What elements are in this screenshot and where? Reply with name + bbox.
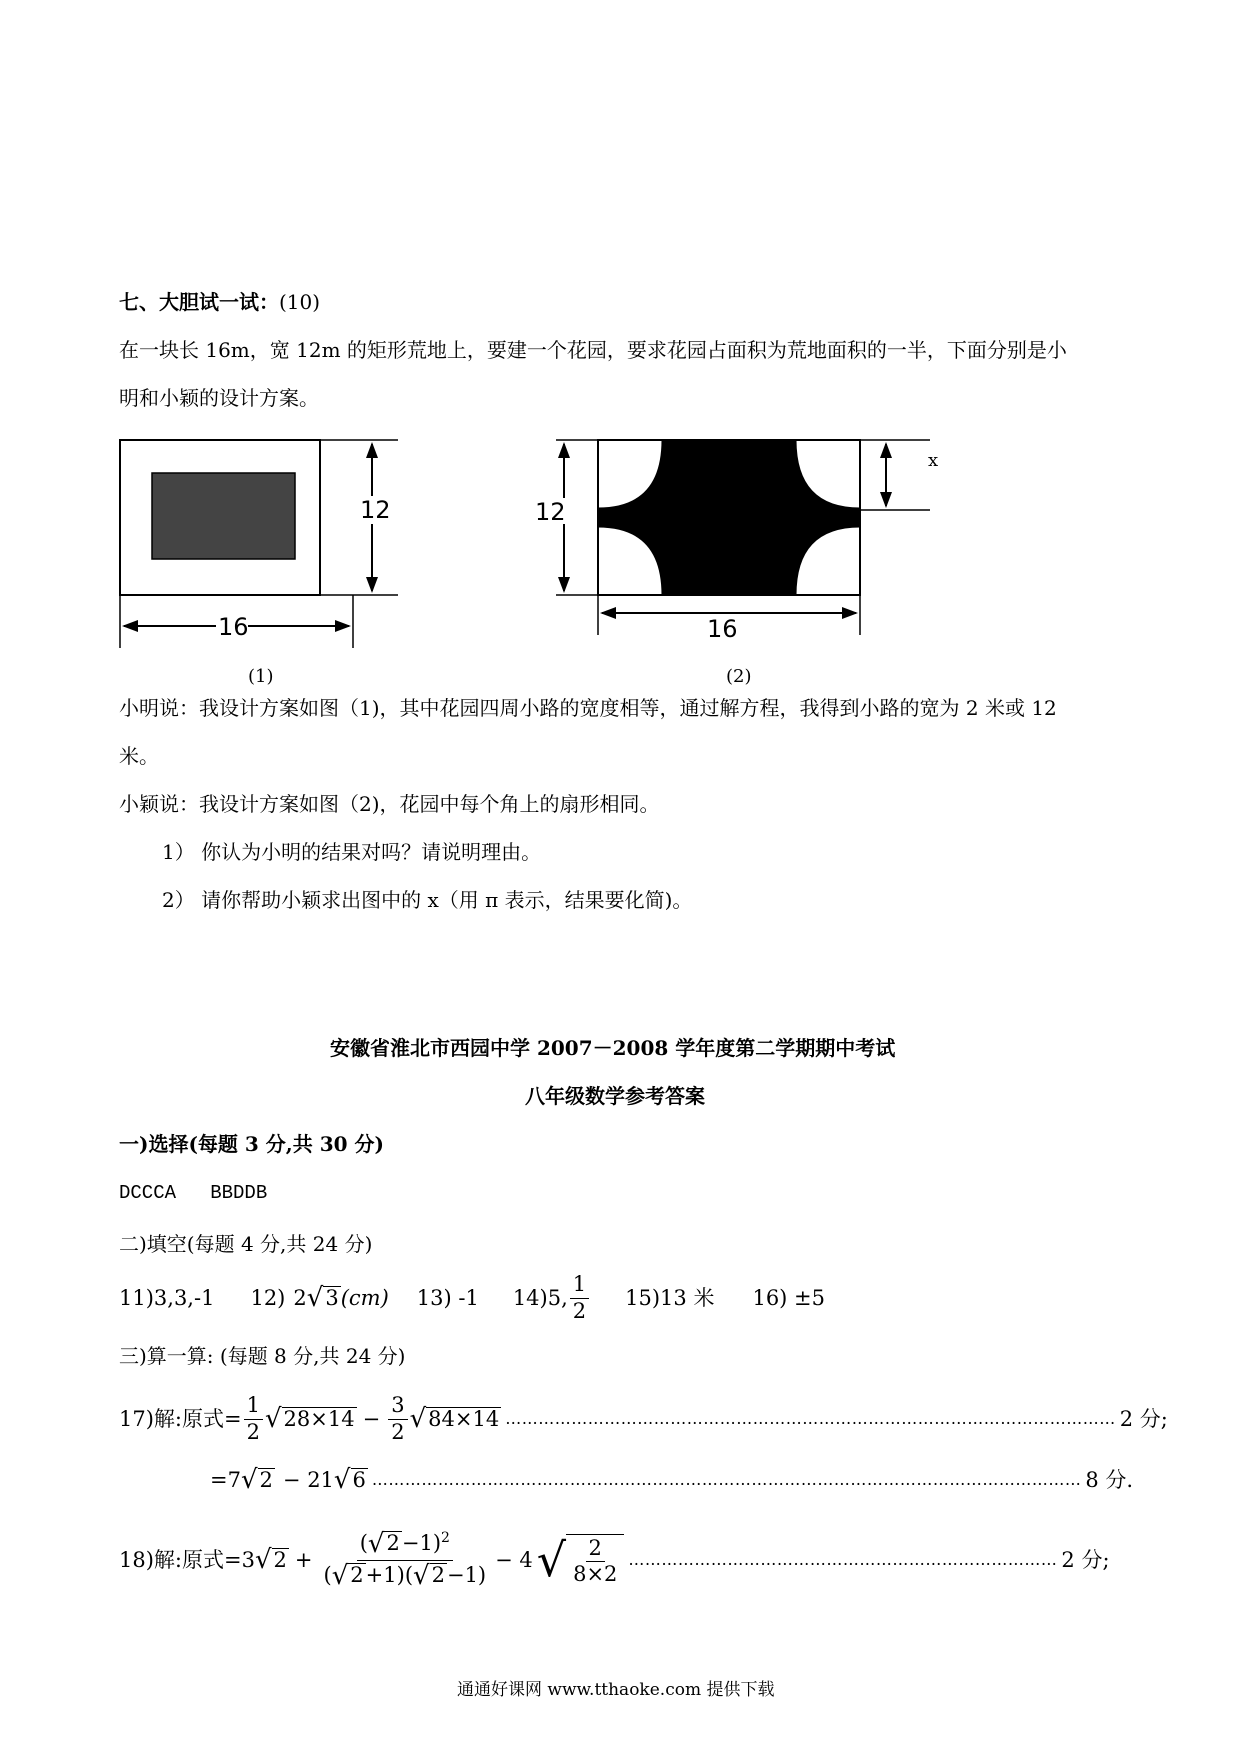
q18-numerator: $(√2-1)^2$ (357, 1530, 453, 1561)
answer-14-fraction (570, 1273, 589, 1322)
answer-11: 11)3,3,-1 (119, 1285, 215, 1310)
question-2: 2） 请你帮助小颖求出图中的 x（用 π 表示，结果要化简)。 (162, 888, 693, 912)
q17-radicand-1: 28×14 (283, 1406, 355, 1431)
q17b-radicand-1: 2 (259, 1467, 273, 1492)
fig1-height-label: 12 (360, 496, 391, 524)
q17-label: 17)解:原式= (119, 1406, 242, 1431)
xiaoming-line-1: 小明说：我设计方案如图（1)，其中花园四周小路的宽度相等，通过解方程，我得到小路的宽为 2 米或 12 (119, 696, 1057, 720)
question-1: 1） 你认为小明的结果对吗？请说明理由。 (162, 840, 542, 864)
xiaoming-line-2: 米。 (119, 744, 159, 768)
answer-14-num: 1 (570, 1273, 589, 1298)
q17-frac-1 (244, 1394, 263, 1443)
q17-score: 2 分; (1119, 1406, 1168, 1431)
q17-frac-1-num: 1 (244, 1394, 263, 1419)
footer: 通通好课网 www.tthaoke.com 提供下载 (457, 1680, 775, 1700)
part1-answers: DCCCA BBDDB (119, 1182, 268, 1204)
q17-frac-2-den: 2 (391, 1419, 405, 1444)
answer-12-unit: (cm) (340, 1285, 389, 1310)
part2-answers: 11)3,3,-1 12) 2 √ 3 (cm) 13) -1 14)5, $\frac{1}{2}$ 15)13 米 16) ±5 (119, 1272, 825, 1323)
q18-plus: + (294, 1547, 313, 1572)
answers-title: 安徽省淮北市西园中学 2007－2008 学年度第二学期期中考试 (330, 1036, 896, 1060)
answer-16: 16) ±5 (752, 1285, 825, 1310)
garden-shape (598, 440, 860, 595)
q18-inner-num: 2 (586, 1537, 605, 1562)
q17b-minus: − 21 (282, 1467, 334, 1492)
figure-1 (110, 430, 410, 650)
q18-inner-radical (566, 1534, 624, 1586)
part1-heading: 一)选择(每题 3 分,共 30 分) (119, 1132, 384, 1156)
part2-heading: 二)填空(每题 4 分,共 24 分) (119, 1232, 373, 1256)
q17-minus: − (362, 1406, 381, 1431)
q17b-eq: =7 (210, 1467, 241, 1492)
problem-line-2: 明和小颖的设计方案。 (119, 386, 319, 410)
q17b-radicand-2: 6 (352, 1467, 366, 1492)
garden-rect (152, 473, 295, 559)
fig2-caption: (2) (726, 666, 752, 687)
figure-2 (530, 430, 970, 650)
fig1-caption: (1) (248, 666, 274, 687)
q18-leader-dots: …………………………………………………………………… (628, 1550, 1058, 1569)
fig2-x-label: x (928, 450, 939, 471)
fig1-width-label: 16 (218, 613, 249, 641)
problem-line-1: 在一块长 16m，宽 12m 的矩形荒地上，要建一个花园，要求花园占面积为荒地面积的一半，下面分别是小 (119, 338, 1067, 362)
q17-frac-1-den: 2 (246, 1419, 260, 1444)
q17-frac-2-num: 3 (388, 1394, 407, 1419)
answer-13: 13) -1 (416, 1285, 479, 1310)
q17b-score: 8 分. (1085, 1467, 1134, 1492)
part3-heading: 三)算一算: (每题 8 分,共 24 分) (119, 1344, 406, 1368)
q17-leader-dots: ………………………………………………………………………………………………… (505, 1409, 1116, 1428)
section7-heading: 七、大胆试一试： (119, 290, 279, 314)
q18-radicand-0: 2 (273, 1547, 287, 1572)
section7-heading-line (119, 292, 320, 312)
xiaoying-line: 小颖说：我设计方案如图（2)，花园中每个角上的扇形相同。 (119, 792, 660, 816)
q18-fraction (321, 1530, 490, 1590)
answer-15: 15)13 米 (625, 1285, 715, 1310)
answer-12-radicand: 3 (325, 1285, 339, 1310)
answer-14-den: 2 (572, 1298, 587, 1323)
q18-minus: − 4 (495, 1547, 533, 1572)
q18-label: 18)解:原式=3 (119, 1547, 255, 1572)
answer-12-coef: 2 (293, 1285, 307, 1310)
q17-line-1: 17)解:原式= $\frac{1}{2}$ √ 28×14 − $\frac{3}{2}$ √ 84×14 ………………………………………………………………………………………………… 2 分; (119, 1393, 1168, 1444)
q18-line: 18)解:原式=3 √ 2 + $\frac{(√2-1)^2}{(√2+1)(√2-1)}$ − 4 √ $\frac{2}{8\times 2}$ …………………………………………………………………… 2 分; (119, 1528, 1110, 1591)
q17-frac-2 (388, 1394, 407, 1443)
answer-14-label: 14)5, (512, 1285, 568, 1310)
q17-line-2: =7 √ 2 − 21 √ 6 ………………………………………………………………………………………………………………… 8 分. (210, 1465, 1134, 1495)
answers-subtitle: 八年级数学参考答案 (525, 1084, 705, 1108)
fig2-height-label: 12 (535, 498, 566, 526)
q18-score: 2 分; (1061, 1547, 1110, 1572)
answer-12-label: 12) (250, 1285, 286, 1310)
q17-radicand-2: 84×14 (428, 1406, 500, 1431)
q17b-leader-dots: ………………………………………………………………………………………………………………… (371, 1470, 1082, 1489)
section7-points: (10) (279, 290, 321, 314)
q18-denominator: (√2+1)(√2−1) (323, 1560, 487, 1591)
q18-inner-den: 8×2 (573, 1562, 618, 1586)
fig2-width-label: 16 (707, 615, 738, 643)
